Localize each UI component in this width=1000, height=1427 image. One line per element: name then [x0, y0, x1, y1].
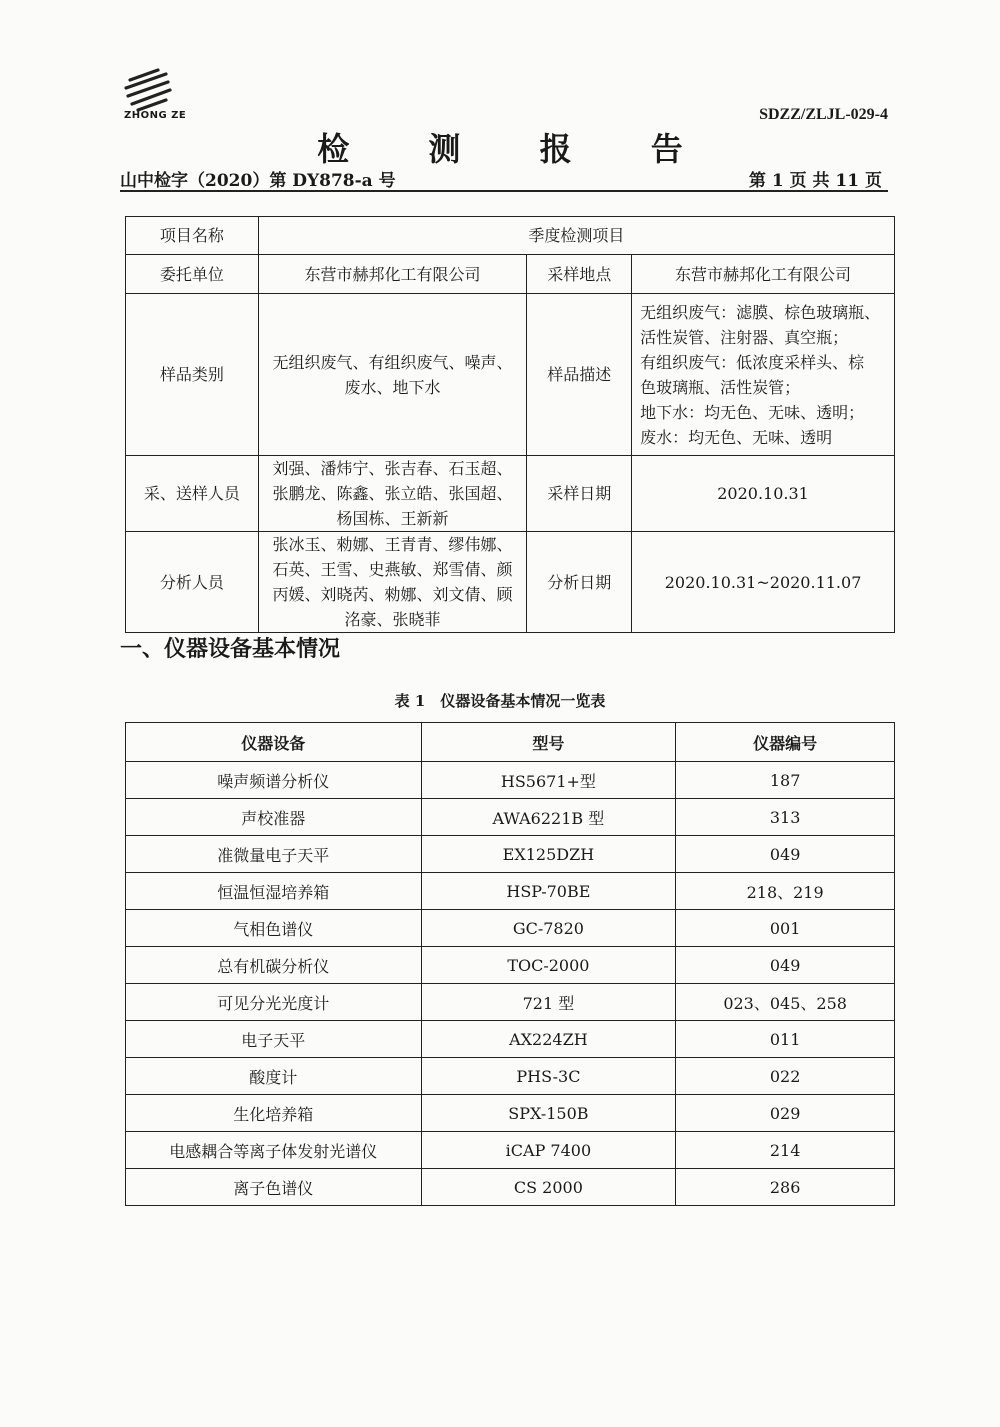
sampling-date-label: 采样日期 — [527, 456, 632, 532]
samplers-value: 刘强、潘炜宁、张吉春、石玉超、张鹏龙、陈鑫、张立皓、张国超、杨国栋、王新新 — [258, 456, 527, 532]
equipment-number-cell: 286 — [676, 1169, 895, 1206]
column-header: 仪器编号 — [676, 723, 895, 762]
sample-type-label: 样品类别 — [126, 294, 259, 456]
client-label: 委托单位 — [126, 255, 259, 294]
table-row — [126, 1021, 895, 1058]
equipment-number-cell: 218、219 — [676, 873, 895, 910]
sample-desc-line: 地下水：均无色、无味、透明； — [640, 402, 865, 422]
sample-desc-line: 色玻璃瓶、活性炭管； — [640, 377, 801, 397]
table-row — [126, 1095, 895, 1132]
equipment-table — [125, 722, 895, 1206]
model-cell: SPX-150B — [421, 1095, 676, 1132]
equipment-name-cell: 声校准器 — [126, 799, 422, 836]
column-header: 仪器设备 — [126, 723, 422, 762]
sampling-site-value: 东营市赫邦化工有限公司 — [632, 255, 895, 294]
analysis-date-label: 分析日期 — [527, 532, 632, 633]
model-cell: 721 型 — [421, 984, 676, 1021]
equipment-name-cell: 可见分光光度计 — [126, 984, 422, 1021]
table-row — [126, 910, 895, 947]
equipment-number-cell: 049 — [676, 836, 895, 873]
model-cell: AWA6221B 型 — [421, 799, 676, 836]
equipment-number-cell: 022 — [676, 1058, 895, 1095]
project-name-label: 项目名称 — [126, 217, 259, 255]
equipment-name-cell: 恒温恒湿培养箱 — [126, 873, 422, 910]
section-heading: 一、仪器设备基本情况 — [120, 637, 341, 662]
table-row — [126, 1169, 895, 1206]
equipment-name-cell: 酸度计 — [126, 1058, 422, 1095]
model-cell: PHS-3C — [421, 1058, 676, 1095]
reference-line — [120, 166, 888, 192]
equipment-number-cell: 011 — [676, 1021, 895, 1058]
model-cell: HS5671+型 — [421, 762, 676, 799]
model-cell: CS 2000 — [421, 1169, 676, 1206]
equipment-number-cell: 187 — [676, 762, 895, 799]
equipment-name-cell: 噪声频谱分析仪 — [126, 762, 422, 799]
table-row — [126, 984, 895, 1021]
sample-desc-line: 无组织废气：滤膜、棕色玻璃瓶、 — [640, 302, 881, 322]
table-row — [126, 762, 895, 799]
sample-desc-value — [632, 294, 895, 456]
equipment-number-cell: 214 — [676, 1132, 895, 1169]
page-title: 检 测 报 告 — [317, 130, 717, 168]
model-cell: GC-7820 — [421, 910, 676, 947]
sample-type-value: 无组织废气、有组织废气、噪声、废水、地下水 — [258, 294, 527, 456]
table-row — [126, 836, 895, 873]
equipment-name-cell: 气相色谱仪 — [126, 910, 422, 947]
samplers-label: 采、送样人员 — [126, 456, 259, 532]
table-row — [126, 799, 895, 836]
model-cell: EX125DZH — [421, 836, 676, 873]
column-header: 型号 — [421, 723, 676, 762]
equipment-number-cell: 001 — [676, 910, 895, 947]
table-row — [126, 1132, 895, 1169]
equipment-number-cell: 313 — [676, 799, 895, 836]
sample-desc-line: 废水：均无色、无味、透明 — [640, 427, 833, 447]
table-row — [126, 947, 895, 984]
sample-desc-label: 样品描述 — [527, 294, 632, 456]
sampling-site-label: 采样地点 — [527, 255, 632, 294]
equipment-name-cell: 电感耦合等离子体发射光谱仪 — [126, 1132, 422, 1169]
equipment-name-cell: 准微量电子天平 — [126, 836, 422, 873]
document-code: SDZZ/ZLJL-029-4 — [759, 106, 888, 123]
report-info-table — [125, 216, 895, 633]
equipment-name-cell: 电子天平 — [126, 1021, 422, 1058]
page-info: 第 1 页 共 11 页 — [748, 171, 882, 191]
equipment-number-cell: 049 — [676, 947, 895, 984]
model-cell: TOC-2000 — [421, 947, 676, 984]
model-cell: AX224ZH — [421, 1021, 676, 1058]
logo-text: ZHONG ZE — [124, 110, 187, 121]
analysis-date-value: 2020.10.31~2020.11.07 — [632, 532, 895, 633]
table-caption: 表 1 仪器设备基本情况一览表 — [394, 692, 606, 710]
model-cell: HSP-70BE — [421, 873, 676, 910]
client-value: 东营市赫邦化工有限公司 — [258, 255, 527, 294]
equipment-number-cell: 023、045、258 — [676, 984, 895, 1021]
analysts-value: 张冰玉、勑娜、王青青、缪伟娜、石英、王雪、史燕敏、郑雪倩、颜丙媛、刘晓芮、勑娜、刘文倩、顾洺豪、张晓菲 — [258, 532, 527, 633]
table-row — [126, 1058, 895, 1095]
model-cell: iCAP 7400 — [421, 1132, 676, 1169]
table-row — [126, 873, 895, 910]
equipment-number-cell: 029 — [676, 1095, 895, 1132]
project-name-value: 季度检测项目 — [258, 217, 894, 255]
equipment-name-cell: 离子色谱仪 — [126, 1169, 422, 1206]
sample-desc-line: 有组织废气：低浓度采样头、棕 — [640, 352, 865, 372]
sampling-date-value: 2020.10.31 — [632, 456, 895, 532]
analysts-label: 分析人员 — [126, 532, 259, 633]
report-number: 山中检字（2020）第 DY878-a 号 — [120, 171, 396, 191]
equipment-name-cell: 总有机碳分析仪 — [126, 947, 422, 984]
sample-desc-line: 活性炭管、注射器、真空瓶； — [640, 327, 849, 347]
equipment-name-cell: 生化培养箱 — [126, 1095, 422, 1132]
